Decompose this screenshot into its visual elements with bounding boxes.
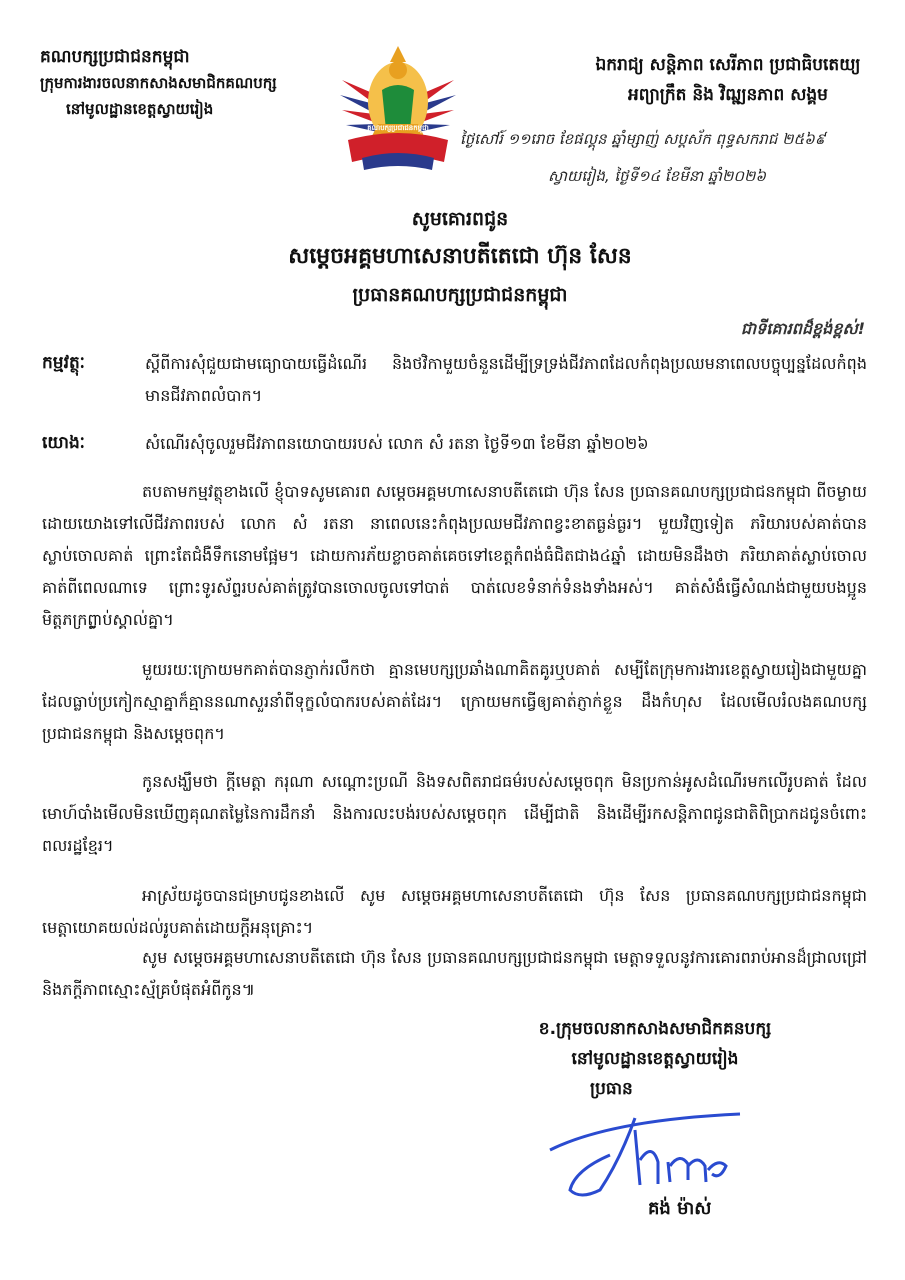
national-motto-line2: អព្យាក្រឹត និង វិឍ្ឍនភាព សង្គម <box>628 85 828 105</box>
party-name: គណបក្សប្រជាជនកម្ពុជា <box>40 47 190 67</box>
header-left <box>40 44 340 122</box>
lunar-date: ថ្ងៃសៅរ៍ ១១រោច ខែផល្គុន ឆ្នាំម្សាញ់ សប្តស័ក ពុទ្ធសករាជ ២៥៦៩ <box>460 130 826 148</box>
subject-label: កម្មវត្ថុៈ <box>42 353 85 373</box>
working-group-name: ក្រុមការងារចលនាកសាងសមាជិកគណបក្ស <box>40 74 277 92</box>
signatory-title: ប្រធាន <box>590 1079 633 1099</box>
recipient-block <box>100 200 820 314</box>
recipient-name: សម្តេចអគ្គមហាសេនាបតីតេជោ ហ៊ុន សែន <box>288 244 632 269</box>
signatory-name: គង់ ម៉ាស់ <box>648 1198 712 1219</box>
body-paragraph-3: កូនសង្ឃឹមថា ក្តីមេត្តា ករុណា សណ្តោះប្រណី និងទសពិតរាជធម៌របស់សម្តេចពុក មិនប្រកាន់អូសដំណើរមកលើរូបគាត់ ដែលមោហ៍បាំងមើលមិនឃើញគុណតម្លៃនៃការដឹកនាំ និងការលះបង់របស់សម្តេចពុក ដើម្បីជាតិ និងដើម្បីរកសន្តិភាពជូនជាតិពិប្រាកដជូនចំពោះពលរដ្ឋខ្មែរ។ <box>42 772 867 855</box>
recipient-title: ប្រធានគណបក្សប្រជាជនកម្ពុជា <box>352 284 568 306</box>
signature-organization <box>470 1014 840 1074</box>
subject-text: ស្តីពីការសុំជួយជាមធ្យោបាយធ្វើដំណើរ និងថវិកាមួយចំនួនដើម្បីទ្រទ្រង់ជីវភាពដែលកំពុងប្រឈមនាពេលបច្ចុប្បន្នដែលកំពុងមានជីវភាពលំបាក។ <box>145 354 867 405</box>
national-motto-line1: ឯករាជ្យ សន្តិភាព សេរីភាព ប្រជាធិបតេយ្យ <box>595 55 861 75</box>
body-paragraph-1: តបតាមកម្មវត្ថុខាងលើ ខ្ញុំបាទសូមគោរព សម្តេចអគ្គមហាសេនាបតីតេជោ ហ៊ុន សែន ប្រធានគណបក្សប្រជាជនកម្ពុជា ពីចម្ងាយ ដោយយោងទៅលើជីវភាពរបស់ លោក សំ រតនា នាពេលនេះកំពុងប្រឈមជីវភាពខ្វះខាតធ្ងន់ធ្ងរ។ មួយវិញទៀត ភរិយារបស់គាត់បានស្លាប់ចោលគាត់ ព្រោះតែជំងឺទឹកនោមផ្អែម។ ដោយការភ័យខ្លាចគាត់គេចទៅខេត្តកំពង់ធំជិតជាង៤ឆ្នាំ ដោយមិនដឹងថា ភរិយាគាត់ស្លាប់ចោលគាត់ពីពេលណាទេ ព្រោះទូរស័ព្ទរបស់គាត់ត្រូវបានចោលចូលទៅបាត់ បាត់លេខទំនាក់ទំនងទាំងអស់។ គាត់សំងំធ្វើសំណង់ជាមួយបងប្អូនមិត្តភក្រព្ធ្លាប់ស្គាល់គ្នា។ <box>42 482 867 629</box>
signature-org-line2: នៅមូលដ្ឋានខេត្តស្វាយរៀង <box>571 1049 739 1069</box>
signature-org-line1: ខ.ក្រុមចលនាកសាងសមាជិកគនបក្ស <box>538 1019 772 1039</box>
handwritten-signature <box>540 1100 770 1210</box>
signature-icon <box>540 1100 770 1210</box>
body-paragraph-5: សូម សម្តេចអគ្គមហាសេនាបតីតេជោ ហ៊ុន សែន ប្រធានគណបក្សប្រជាជនកម្ពុជា មេត្តាទទួលនូវការគោរពរាប់អានដ៏ជ្រាលជ្រៅ និងភក្តីភាពស្មោះស្ម័គ្របំផុតអំពីកូន៕ <box>42 948 867 999</box>
reference-label: យោងៈ <box>42 433 85 453</box>
party-logo-icon <box>332 40 464 176</box>
province-base: នៅមូលដ្ឋានខេត្តស្វាយរៀង <box>66 100 214 118</box>
header-right <box>578 50 878 110</box>
body-paragraph-2: មួយរយៈក្រោយមកគាត់បានភ្ញាក់រលឹកថា គ្មានមេបក្សប្រឆាំងណាគិតគូរឬបគាត់ សម្បីតែក្រុមការងារខេត្តស្វាយរៀងជាមួយគ្នាដែលធ្លាប់ប្រកៀកស្មាគ្នាក៏គ្មាននណាសួរនាំពីទុក្ខលំបាករបស់គាត់ដែរ។ ក្រោយមកធ្វើឲ្យគាត់ភ្ញាក់ខ្លួន ដឹងកំហុស ដែលមើលរំលងគណបក្សប្រជាជនកម្ពុជា និងសម្តេចពុក។ <box>42 660 867 743</box>
solar-date: ស្វាយរៀង, ថ្ងៃទី១៤ ខែមីនា ឆ្នាំ២០២៦ <box>548 167 766 185</box>
recipient-salutation: សូមគោរពជូន <box>411 208 509 230</box>
party-logo <box>332 40 464 176</box>
logo-caption: គណបក្សប្រជាជនកម្ពុជា <box>367 124 429 132</box>
body-paragraph-4: អាស្រ័យដូចបានជម្រាបជូនខាងលើ សូម សម្តេចអគ្គមហាសេនាបតីតេជោ ហ៊ុន សែន ប្រធានគណបក្សប្រជាជនកម្ពុជា មេត្តាយោគយល់ដល់រូបគាត់ដោយក្តីអនុគ្រោះ។ <box>42 886 867 937</box>
reference-text: សំណើរសុំចូលរួមជីវភាពនយោបាយរបស់ លោក សំ រតនា ថ្ងៃទី១៣ ខែមីនា ឆ្នាំ២០២៦ <box>145 434 649 453</box>
greeting: ជាទីគោរពដ៏ខ្ពង់ខ្ពស់! <box>740 319 865 338</box>
